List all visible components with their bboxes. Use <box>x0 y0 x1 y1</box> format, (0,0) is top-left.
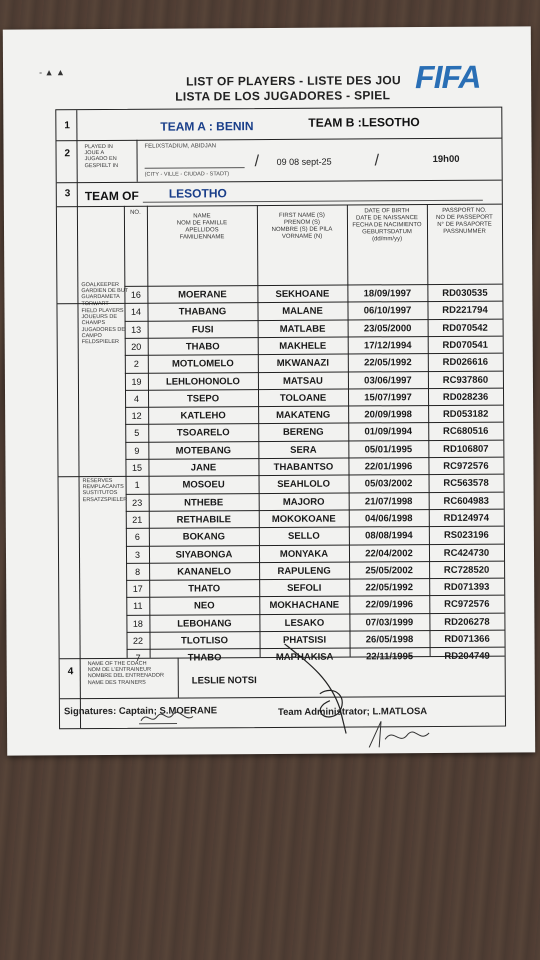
goalkeeper-label: GOALKEEPER GARDIEN DE BUT GUARDAMETA TORWART <box>81 281 129 307</box>
player-dob: 06/10/1997 <box>363 305 412 317</box>
player-number: 5 <box>134 428 140 439</box>
player-number: 9 <box>134 445 140 456</box>
coach-label: NAME OF THE COACH NOM DE L'ENTRAINEUR NOMBRE DEL ENTRENADOR NAME DES TRAINERS <box>87 660 164 686</box>
row-divider <box>126 578 504 581</box>
team-of-label: TEAM OF <box>84 188 139 204</box>
team-of-value: LESOTHO <box>168 186 227 201</box>
city-label: (CITY - VILLE - CIUDAD - STADT) <box>144 171 230 178</box>
player-name: SIYABONGA <box>175 548 233 561</box>
stadium-line <box>145 167 245 169</box>
player-number: 6 <box>134 531 140 543</box>
player-name: LEBOHANG <box>177 617 232 630</box>
player-name: NTHEBE <box>184 496 224 509</box>
player-first-name: MALANE <box>282 305 323 318</box>
player-first-name: LESAKO <box>284 617 325 629</box>
player-dob: 18/09/1997 <box>363 288 412 300</box>
player-name: NEO <box>193 600 215 612</box>
row-divider <box>126 526 504 529</box>
player-passport: RD106807 <box>443 443 489 455</box>
player-name: THABANG <box>178 306 227 318</box>
player-dob: 21/07/1998 <box>364 495 413 508</box>
player-first-name: MAPHAKISA <box>275 651 334 664</box>
player-name: THATO <box>188 583 221 595</box>
player-number: 8 <box>135 566 141 577</box>
player-first-name: MAJORO <box>282 496 325 508</box>
player-passport: RD206278 <box>444 616 490 628</box>
administrator-signature <box>359 717 439 751</box>
player-first-name: BERENG <box>282 427 324 439</box>
player-dob: 03/06/1997 <box>364 374 412 386</box>
player-name: RETHABILE <box>176 514 232 526</box>
player-passport: RC604983 <box>443 495 489 507</box>
player-number: 19 <box>131 376 142 387</box>
player-first-name: MATLABE <box>279 323 326 335</box>
row-divider <box>126 630 504 633</box>
row-divider <box>125 335 503 338</box>
section-4-number: 4 <box>67 666 74 678</box>
divider <box>56 138 501 142</box>
row-divider <box>124 301 502 304</box>
field-players-label: FIELD PLAYERS JOUEURS DE CHAMPS JUGADORES DE CAMPO FELDSPIELER <box>81 307 126 346</box>
player-number: 2 <box>133 358 139 370</box>
player-number: 11 <box>133 601 143 612</box>
player-dob: 20/09/1998 <box>364 409 412 421</box>
player-dob: 07/03/1999 <box>365 616 414 629</box>
row-divider <box>125 353 503 356</box>
pen-mark: - ▲ ▲ <box>39 67 65 78</box>
player-name: TSOARELO <box>176 427 230 439</box>
player-number: 14 <box>130 307 142 318</box>
row-divider <box>125 439 503 442</box>
match-date: 09 08 sept-25 <box>276 156 332 167</box>
player-passport: RC972576 <box>443 460 489 472</box>
player-passport: RD026616 <box>442 356 489 369</box>
player-passport: RC937860 <box>442 374 489 386</box>
row-divider <box>125 318 503 321</box>
player-dob: 22/05/1992 <box>364 357 412 369</box>
team-a <box>160 119 253 134</box>
player-passport: RD071366 <box>444 633 490 645</box>
player-passport: RD221794 <box>442 304 488 317</box>
player-dob: 22/11/1995 <box>366 651 414 663</box>
player-passport: RD028236 <box>442 391 489 403</box>
coach-name: LESLIE NOTSI <box>191 675 257 687</box>
row-divider <box>126 543 504 546</box>
player-dob: 26/05/1998 <box>365 634 414 646</box>
col-first-header: FIRST NAME (S) PRENOM (S) NOMBRE (S) DE PILA VORNAME (N) <box>271 212 333 240</box>
player-number: 1 <box>134 480 140 491</box>
player-list-sheet <box>3 26 535 755</box>
player-dob: 05/03/2002 <box>364 478 413 490</box>
title-line-2: LISTA DE LOS JUGADORES - SPIEL <box>175 88 391 104</box>
captain-signature-label: Signatures: Captain; S.MOERANE <box>63 705 218 718</box>
divider <box>136 140 137 182</box>
row-divider <box>125 405 503 408</box>
col-dob-header: DATE OF BIRTH DATE DE NAISSANCE FECHA DE NACIMIENTO GEBURTSDATUM (dd/mm/yy) <box>352 208 422 243</box>
player-dob: 22/09/1996 <box>365 599 414 611</box>
player-first-name: SEFOLI <box>287 582 322 594</box>
player-passport: RD124974 <box>443 512 490 524</box>
row-divider <box>125 370 503 373</box>
player-dob: 05/01/1995 <box>364 443 413 456</box>
player-name: MOTLOMELO <box>171 358 234 370</box>
title-line-1: LIST OF PLAYERS - LISTE DES JOU <box>186 73 402 89</box>
player-number: 4 <box>133 393 140 404</box>
player-passport: RD053182 <box>442 408 489 421</box>
row-divider <box>124 284 502 287</box>
player-passport: RC424730 <box>443 547 490 559</box>
player-number: 7 <box>135 653 141 664</box>
player-list-form <box>55 107 506 730</box>
player-passport: RC728520 <box>443 564 490 576</box>
captain-signature <box>137 708 197 726</box>
row-divider <box>126 474 504 477</box>
played-in-label: PLAYED IN JOUE A JUGADO EN GESPIELT IN <box>84 143 119 169</box>
date-slash-2: / <box>374 152 380 170</box>
player-name: LEHLOHONOLO <box>165 375 240 388</box>
player-number: 12 <box>131 410 142 421</box>
player-first-name: MAKHELE <box>279 340 327 352</box>
row-divider <box>125 387 503 390</box>
player-first-name: PHATSISI <box>282 634 327 646</box>
player-dob: 08/08/1994 <box>365 530 413 542</box>
player-passport: RS023196 <box>443 529 489 542</box>
player-name: MOTEBANG <box>175 444 232 457</box>
player-passport: RC563578 <box>443 477 489 490</box>
player-name: MOERANE <box>178 289 227 301</box>
player-dob: 22/01/1996 <box>364 461 413 473</box>
row-divider <box>126 560 504 563</box>
player-name: KATLEHO <box>180 410 226 422</box>
player-passport: RD071393 <box>443 581 490 594</box>
player-passport: RD030535 <box>442 287 488 299</box>
player-first-name: MKWANAZI <box>276 357 329 370</box>
divider <box>57 180 502 184</box>
player-number: 23 <box>132 497 143 508</box>
player-name: BOKANG <box>182 531 226 543</box>
player-dob: 25/05/2002 <box>365 564 413 577</box>
player-name: TSEPO <box>186 393 220 405</box>
player-number: 15 <box>131 462 142 473</box>
player-number: 16 <box>130 289 141 300</box>
col-no-header: NO. <box>130 209 141 216</box>
team-b: TEAM B :LESOTHO <box>308 115 420 130</box>
date-slash-1: / <box>254 153 260 171</box>
player-first-name: TOLOANE <box>279 392 327 404</box>
player-dob: 04/06/1998 <box>364 513 413 525</box>
section-number-divider <box>76 110 81 728</box>
row-divider <box>126 508 504 511</box>
row-divider <box>126 612 504 615</box>
player-passport: RC680516 <box>443 426 489 438</box>
player-passport: RD070541 <box>442 339 488 351</box>
player-name: TLOTLISO <box>181 635 229 647</box>
player-passport: RD204749 <box>444 650 490 663</box>
fifa-logo: FIFA <box>414 58 481 96</box>
player-first-name: SEKHOANE <box>275 288 330 300</box>
player-first-name: MOKOKOANE <box>271 513 336 525</box>
administrator-signature-label: Team Administrator; L.MATLOSA <box>277 706 428 718</box>
player-name: MOSOEU <box>182 479 225 491</box>
section-1-number: 1 <box>64 120 70 132</box>
coach-signature <box>280 638 371 739</box>
player-name: THABO <box>187 652 222 664</box>
player-first-name: SERA <box>290 444 317 456</box>
section-2-number: 2 <box>64 148 71 160</box>
section-3-number: 3 <box>64 188 71 200</box>
player-first-name: MAKATENG <box>276 409 331 422</box>
player-number: 17 <box>132 583 143 594</box>
col-passport-header: PASSPORT NO. NO DE PASSEPORT N° DE PASAPORTE PASSNUMMER <box>436 207 493 235</box>
player-number: 22 <box>132 635 144 646</box>
player-first-name: MATSAU <box>282 375 323 387</box>
player-number: 20 <box>131 341 142 352</box>
player-number: 21 <box>132 514 143 525</box>
player-first-name: MOKHACHANE <box>269 599 340 612</box>
player-name: KANANELO <box>177 566 232 578</box>
row-divider <box>126 491 504 494</box>
player-first-name: SEAHLOLO <box>277 478 330 491</box>
player-dob: 22/04/2002 <box>365 547 413 559</box>
player-dob: 17/12/1994 <box>363 340 412 352</box>
row-divider <box>125 457 503 460</box>
player-name: JANE <box>190 462 217 474</box>
player-number: 18 <box>132 618 143 629</box>
player-first-name: RAPULENG <box>277 565 331 577</box>
player-passport: RD070542 <box>442 322 488 334</box>
player-first-name: SELLO <box>288 530 320 543</box>
player-first-name: THABANTSO <box>273 461 334 473</box>
row-divider <box>126 595 504 598</box>
col-name-header: NAME NOM DE FAMILLE APELLIDOS FAMILIENNAME <box>176 213 228 241</box>
reserves-label: RESERVES REMPLACANTS SUSTITUTOS ERSATZSPIELER <box>82 477 128 503</box>
player-number: 13 <box>131 324 142 335</box>
stadium-name: FELIXSTADIUM, ABIDJAN <box>144 143 217 150</box>
player-dob: 15/07/1997 <box>364 391 412 404</box>
row-divider <box>125 422 503 425</box>
player-number: 3 <box>134 549 141 560</box>
player-passport: RC972576 <box>444 599 490 611</box>
match-time: 19h00 <box>432 153 460 165</box>
team-a-label: TEAM A : BENIN <box>160 119 254 134</box>
player-dob: 01/09/1994 <box>364 426 413 438</box>
player-dob: 23/05/2000 <box>363 322 412 335</box>
player-name: FUSI <box>191 323 214 336</box>
player-dob: 22/05/1992 <box>365 582 414 594</box>
player-name: THABO <box>185 341 220 353</box>
player-first-name: MONYAKA <box>279 548 329 560</box>
